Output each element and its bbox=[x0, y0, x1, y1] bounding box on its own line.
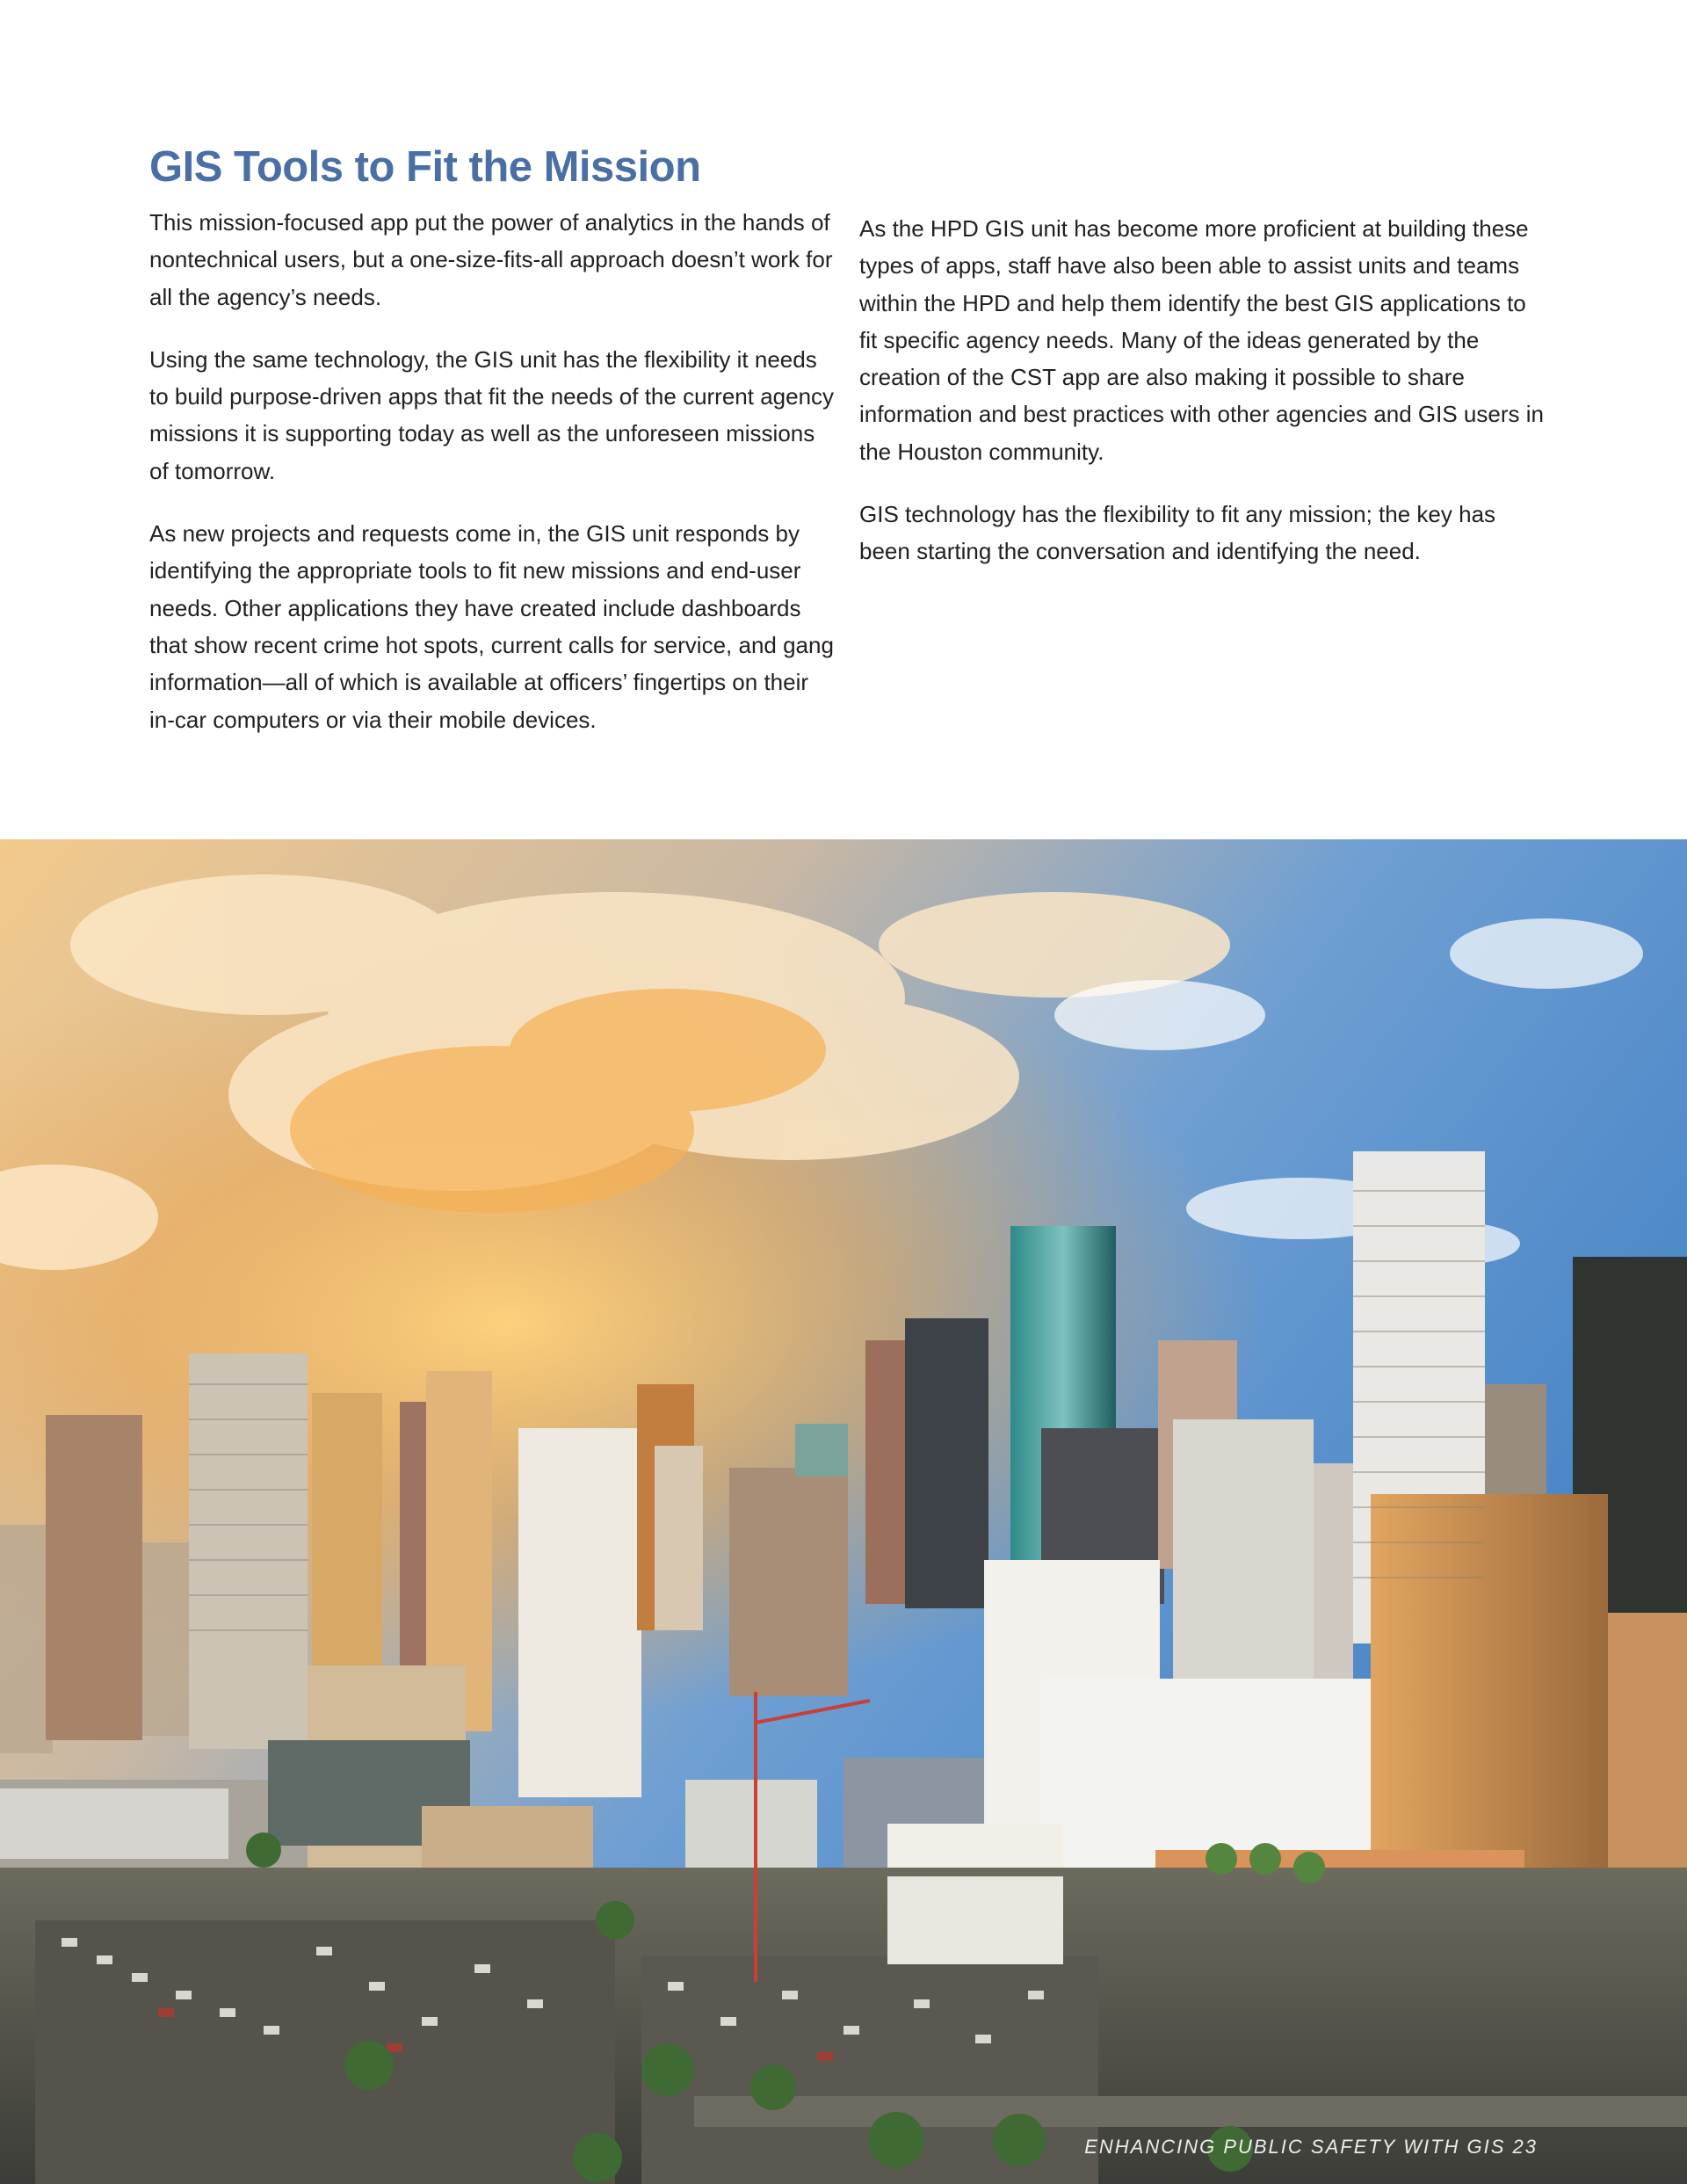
page-footer: ENHANCING PUBLIC SAFETY WITH GIS 23 bbox=[1084, 2136, 1538, 2158]
paragraph: This mission-focused app put the power of analytics in the hands of nontechnical users, but a one-size-fits-all approach doesn’t work for all the agency’s needs. bbox=[149, 209, 833, 310]
houston-skyline-photo bbox=[0, 839, 1687, 2184]
page-heading: GIS Tools to Fit the Mission bbox=[149, 143, 701, 191]
paragraph: GIS technology has the flexibility to fit any mission; the key has been starting the conversation and identifying the need. bbox=[859, 501, 1496, 565]
paragraph: Using the same technology, the GIS unit has the flexibility it needs to build purpose-driven apps that fit the needs of the current agency missions it is supporting today as well as the unforeseen missions of tomorrow. bbox=[149, 345, 835, 484]
left-text-column bbox=[149, 204, 835, 764]
right-text-column bbox=[859, 210, 1545, 596]
paragraph: As new projects and requests come in, the GIS unit responds by identifying the appropriate tools to fit new missions and end-user needs. Other applications they have created include dashboards that show recent crime hot spots, current calls for service, and gang information—all of which is available at officers’ fingertips on their in-car computers or via their mobile devices. bbox=[149, 520, 834, 733]
paragraph: As the HPD GIS unit has become more proficient at building these types of apps, staff have also been able to assist units and teams within the HPD and help them identify the best GIS applications to fit specific agency needs. Many of the ideas generated by the creation of the CST app are also making it possible to share information and best practices with other agencies and GIS users in the Houston community. bbox=[859, 215, 1544, 465]
